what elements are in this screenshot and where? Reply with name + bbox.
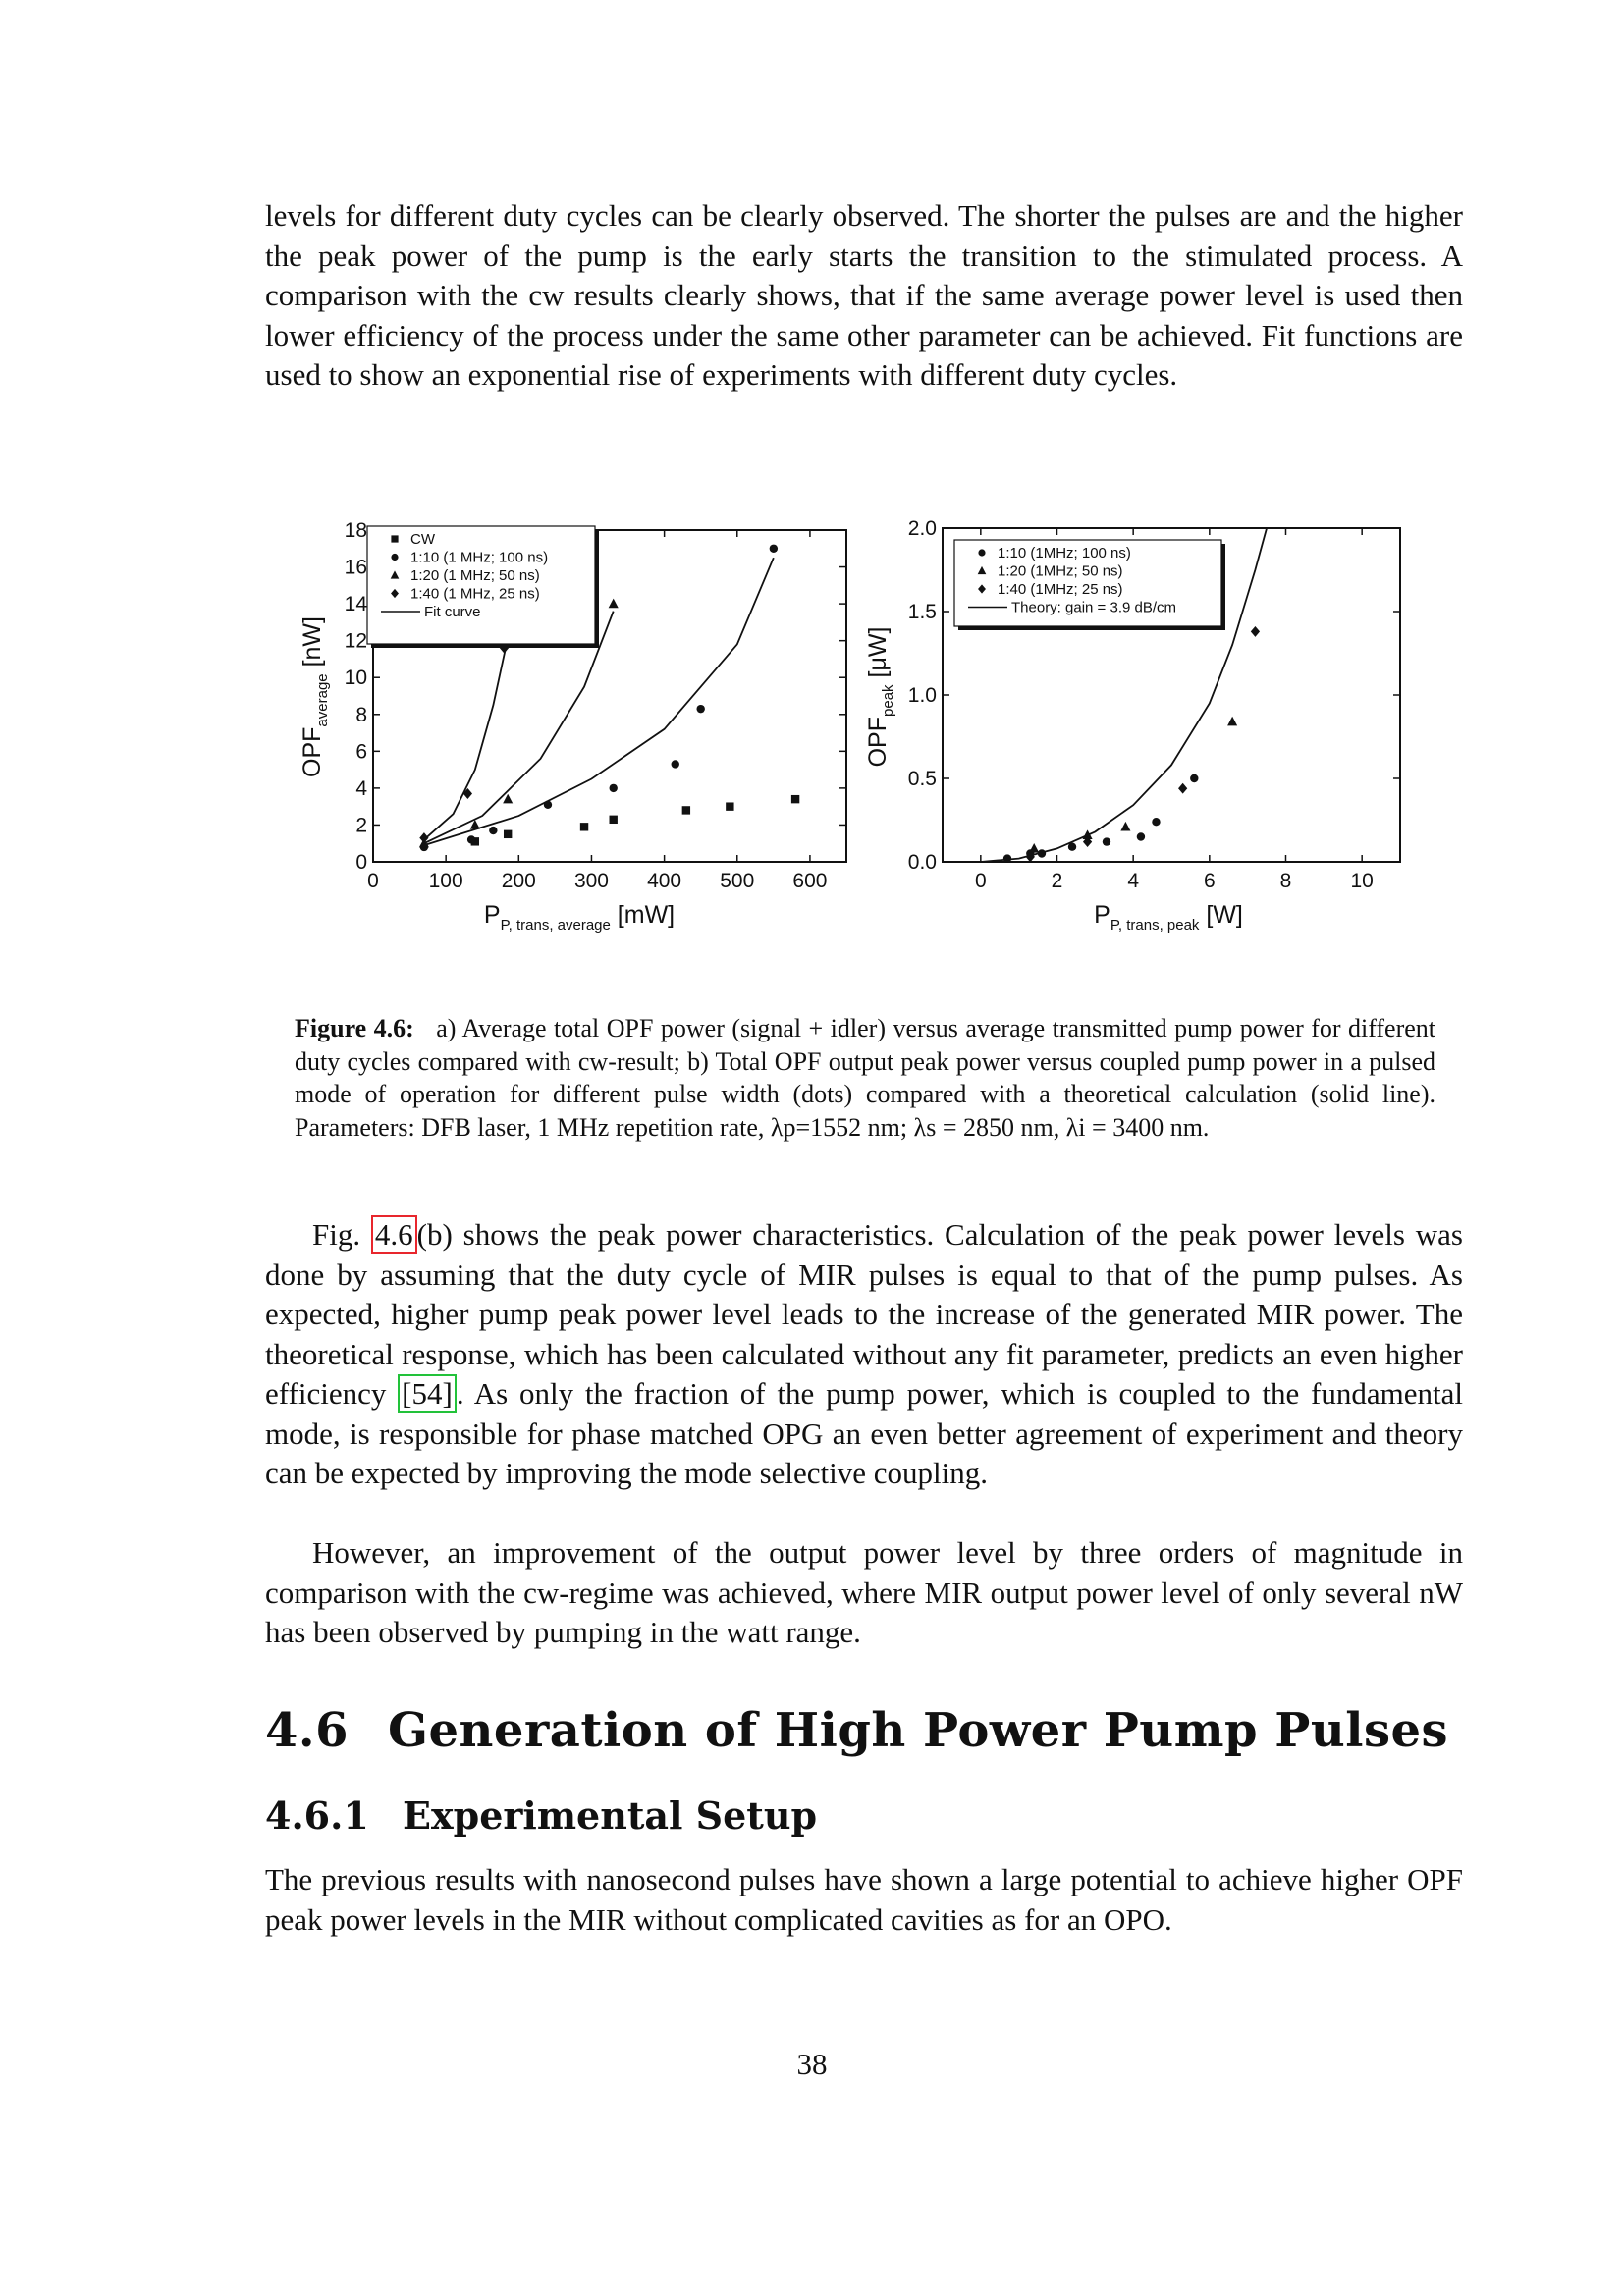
y-tick-label: 1.0	[907, 684, 937, 707]
page-number: 38	[796, 2047, 828, 2081]
section-number: 4.6	[265, 1703, 350, 1758]
x-tick-label: 8	[1279, 870, 1292, 892]
paragraph-3: However, an improvement of the output power level by three orders of magnitude in comparison with the cw-regime was achieved, where MIR output power level of only several nW has been observed by pumping in the watt range.	[265, 1535, 1463, 1649]
x-tick-label: 400	[647, 870, 682, 892]
y-tick-label: 18	[344, 519, 367, 542]
x-tick-label: 6	[1203, 870, 1216, 892]
legend-marker-circle	[391, 554, 398, 561]
data-point-triangle	[609, 599, 619, 609]
data-point-square	[682, 806, 690, 814]
data-point-square	[791, 795, 799, 803]
legend-label: 1:20 (1 MHz; 50 ns)	[410, 567, 540, 584]
data-point-circle	[1003, 854, 1011, 862]
legend-marker-circle	[978, 549, 985, 556]
y-axis-label: $OPF_{average}$ [nW]	[298, 616, 331, 777]
figure-4-6b	[864, 510, 1414, 966]
data-point-diamond	[1178, 783, 1187, 794]
data-point-circle	[1137, 832, 1145, 840]
paragraph-1: levels for different duty cycles can be clearly observed. The shorter the pulses are and the higher the peak power of the pump is the early starts the transition to the stimulated process. A comparison with the cw results clearly shows, that if the same average power level is used then lower efficiency of the process under the same other parameter can be achieved. Fit functions are used to show an exponential rise of experiments with different duty cycles.	[265, 198, 1463, 392]
legend-label: 1:10 (1 MHz; 100 ns)	[410, 549, 549, 566]
section-heading	[265, 1703, 1448, 1758]
data-point-circle	[770, 545, 778, 553]
legend-label: 1:40 (1 MHz, 25 ns)	[410, 585, 540, 603]
x-axis-label: $P_{P, trans, peak}$ [W]	[1094, 901, 1243, 934]
chart-b-svg	[864, 510, 1414, 962]
fit-curve-2	[424, 648, 506, 839]
y-tick-label: 0	[355, 851, 367, 874]
caption-text: a) Average total OPF power (signal + idler) versus average transmitted pump power for different duty cycles compared with cw-result; b) Total OPF output peak power versus coupled pump power in a pulsed mode of operation for different pulse width (dots) compared with a theoretical calculation (solid line). Parameters: DFB laser, 1 MHz repetition rate, λp=1552 nm; λs = 2850 nm, λi = 3400 nm.	[295, 1014, 1436, 1142]
data-point-circle	[1038, 849, 1046, 857]
legend-label: 1:10 (1MHz; 100 ns)	[998, 545, 1131, 561]
data-point-triangle	[1227, 717, 1237, 726]
legend-label: Fit curve	[424, 604, 481, 620]
y-tick-label: 1.5	[907, 601, 937, 623]
x-tick-label: 100	[428, 870, 463, 892]
data-point-circle	[696, 705, 704, 713]
chart-a-svg	[285, 510, 874, 962]
x-tick-label: 2	[1051, 870, 1063, 892]
x-tick-label: 0	[974, 870, 987, 892]
y-tick-label: 0.0	[907, 851, 937, 874]
x-axis-label: $P_{P, trans, average}$ [mW]	[483, 901, 676, 934]
x-tick-label: 10	[1350, 870, 1374, 892]
caption-label: Figure 4.6:	[295, 1014, 414, 1042]
paragraph-2	[265, 1215, 1463, 1494]
data-point-square	[580, 823, 588, 830]
paragraph-2-mid: (b) shows the peak power characteristics. Calculation of the peak power levels was done by assuming that the duty cycle of MIR pulses is equal to that of the pump pulses. As expected, higher pump peak power level leads to the increase of the generated MIR power. The theoretical response, which has been calculated without any fit parameter, predicts an even higher efficiency	[265, 1217, 1463, 1411]
data-point-circle	[1190, 774, 1198, 782]
paragraph-4: The previous results with nanosecond pulses have shown a large potential to achieve higher OPF peak power levels in the MIR without complicated cavities as for an OPO.	[265, 1862, 1463, 1937]
y-tick-label: 4	[355, 776, 367, 800]
legend-marker-square	[391, 535, 398, 542]
figure-caption	[295, 1012, 1435, 1144]
data-point-triangle	[1029, 843, 1039, 853]
x-tick-label: 500	[720, 870, 755, 892]
subsection-title: Experimental Setup	[403, 1793, 818, 1838]
section-title: Generation of High Power Pump Pulses	[388, 1703, 1449, 1758]
paragraph-2-pre: Fig.	[312, 1217, 371, 1252]
data-point-diamond	[1251, 626, 1260, 637]
data-point-circle	[672, 760, 679, 768]
subsection-number: 4.6.1	[265, 1793, 369, 1838]
data-point-square	[726, 802, 733, 810]
y-tick-label: 0.5	[907, 768, 937, 790]
data-point-square	[504, 830, 512, 838]
y-tick-label: 8	[355, 703, 367, 726]
y-tick-label: 16	[344, 556, 367, 579]
paragraph-2-post: . As only the fraction of the pump power, which is coupled to the fundamental mode, is responsible for phase matched OPG an even better agreement of experiment and theory can be expected by improving the mode selective coupling.	[265, 1376, 1463, 1490]
figure-ref-link[interactable]: 4.6	[371, 1215, 417, 1254]
subsection-heading	[265, 1793, 817, 1838]
y-tick-label: 2	[355, 814, 367, 837]
y-tick-label: 6	[355, 740, 367, 764]
data-point-triangle	[1120, 822, 1130, 831]
y-tick-label: 12	[344, 629, 367, 653]
legend-label: Theory: gain = 3.9 dB/cm	[1011, 599, 1177, 616]
y-tick-label: 2.0	[907, 517, 937, 540]
x-tick-label: 4	[1127, 870, 1140, 892]
citation-link[interactable]: [54]	[398, 1374, 457, 1413]
data-point-circle	[544, 801, 552, 809]
legend-label: 1:40 (1MHz; 25 ns)	[998, 581, 1123, 598]
x-tick-label: 0	[367, 870, 379, 892]
y-tick-label: 10	[344, 667, 367, 690]
legend-label: 1:20 (1MHz; 50 ns)	[998, 562, 1123, 580]
data-point-circle	[489, 827, 497, 834]
figure-4-6a	[285, 510, 874, 966]
data-point-circle	[1103, 837, 1110, 845]
data-point-circle	[467, 835, 475, 843]
x-tick-label: 300	[573, 870, 609, 892]
data-point-circle	[1152, 818, 1160, 826]
y-axis-label: $OPF_{peak}$ [μW]	[864, 626, 896, 768]
x-tick-label: 600	[792, 870, 828, 892]
data-point-circle	[1068, 843, 1076, 851]
y-tick-label: 14	[344, 593, 367, 616]
data-point-square	[610, 816, 618, 824]
legend-label: CW	[410, 531, 435, 548]
x-tick-label: 200	[501, 870, 536, 892]
data-point-circle	[610, 784, 618, 792]
